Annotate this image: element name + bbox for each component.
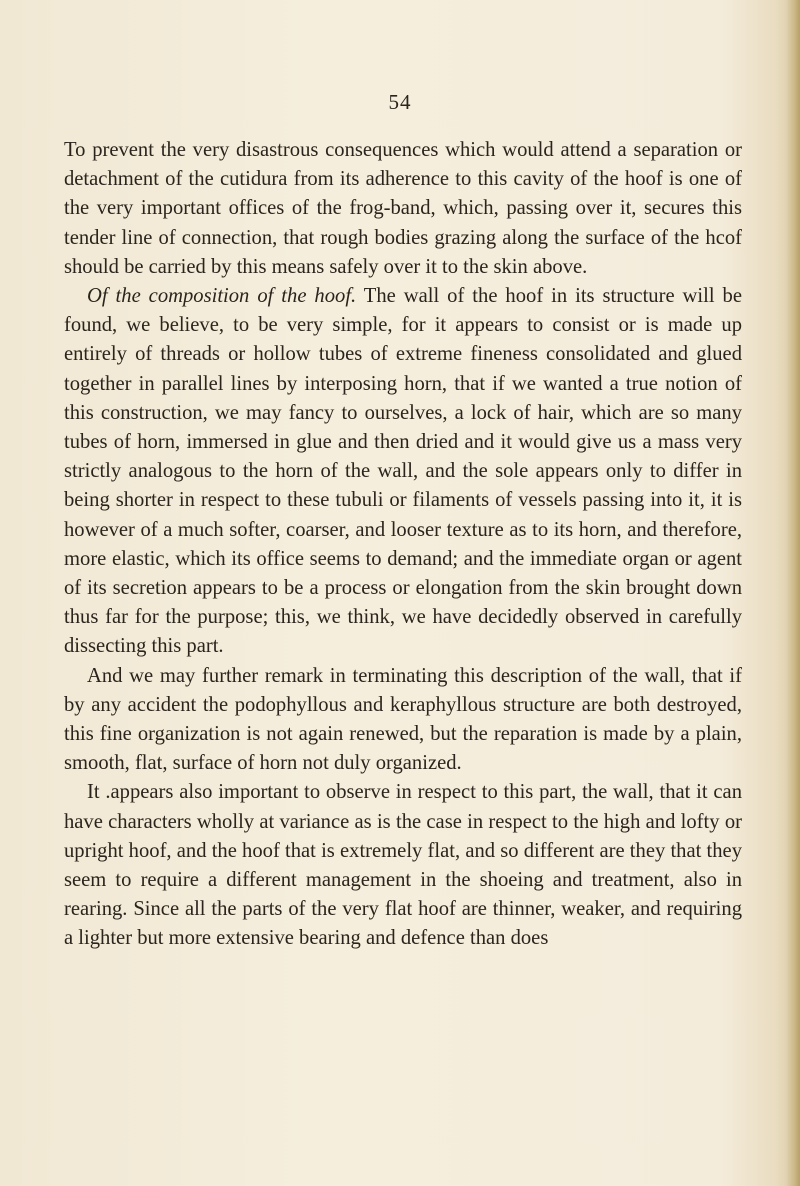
paragraph-3: [64, 662, 742, 779]
paragraph-1: [64, 136, 742, 282]
paragraph-4-text: It .appears also important to observe in respect to this part, the wall, that it can have characters wholly at variance as is the case in respect to the high and lofty or upright hoof, and the hoof that is extremely flat, and so different are they that they seem to require a different management in the shoeing and treatment, also in rearing. Since all the parts of the very flat hoof are thinner, weaker, and requiring a lighter but more extensive bearing and defence than does: [64, 781, 742, 950]
paragraph-2-text: The wall of the hoof in its structure will be found, we believe, to be very simple, for it appears to consist or is made up entirely of threads or hollow tubes of extreme fineness consolidated and glued together in parallel lines by interposing horn, that if we wanted a true notion of this construction, we may fancy to ourselves, a lock of hair, which are so many tubes of horn, immersed in glue and then dried and it would give us a mass very strictly analogous to the horn of the wall, and the sole appears only to differ in being shorter in respect to these tubuli or filaments of vessels passing into it, it is however of a much softer, coarser, and looser texture as to its horn, and therefore, more elastic, which its office seems to demand; and the immediate organ or agent of its secretion appears to be a process or elongation from the skin brought down thus far for the purpose; this, we think, we have decidedly observed in carefully dissecting this part.: [64, 285, 742, 658]
section-heading-composition-of-hoof: Of the composition of the hoof.: [87, 285, 357, 308]
page-number: 54: [388, 90, 412, 114]
page-edge-shadow: [786, 0, 800, 1186]
paragraph-3-text: And we may further remark in terminating this description of the wall, that if by any accident the podophyllous and keraphyllous structure are both destroyed, this fine organization is not again renewed, but the reparation is made by a plain, smooth, flat, surface of horn not duly organized.: [64, 664, 742, 775]
paragraph-2: [64, 282, 742, 662]
paragraph-4: [64, 778, 742, 953]
paragraph-1-text: To prevent the very disastrous consequences which would attend a separation or detachment of the cutidura from its adherence to this cavity of the hoof is one of the very important offices of the frog-band, which, passing over it, secures this tender line of connection, that rough bodies grazing along the surface of the hcof should be carried by this means safely over it to the skin above.: [64, 139, 742, 278]
body-text: [64, 136, 742, 954]
